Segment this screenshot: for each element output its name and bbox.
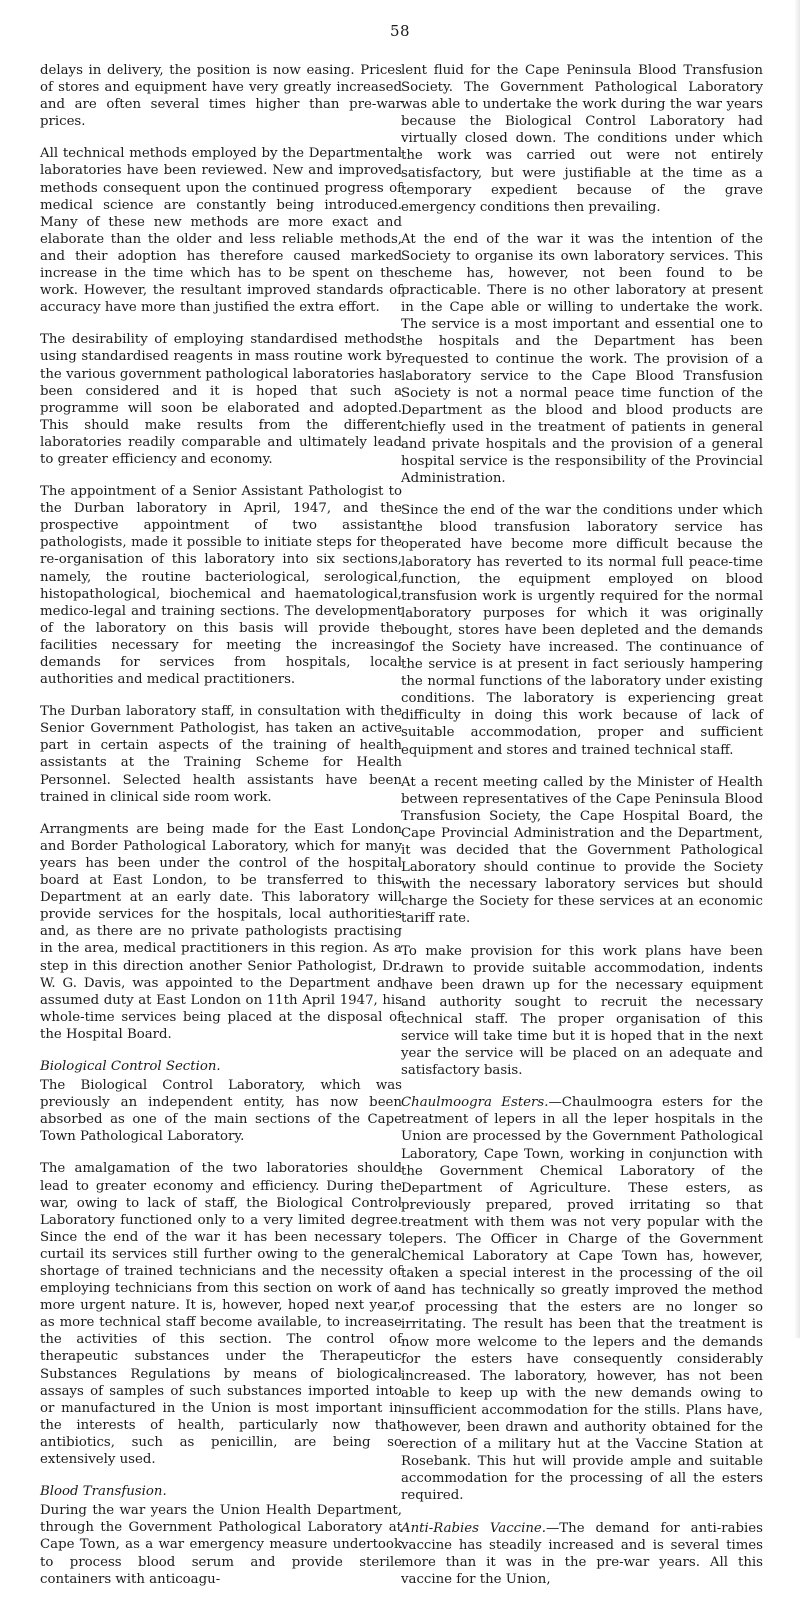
paragraph: During the war years the Union Health Department, through the Government Pathological Laboratory at Cape Town, as a war emergency measure undertook to process blood serum and provide sterile containers with anticoagu-: [40, 1503, 402, 1587]
paragraph: The appointment of a Senior Assistant Pathologist to the Durban laboratory in April, 1947, and the prospective appointment of two assistant pathologists, made it possible to initiate steps for the re-organisation of this laboratory into six sections, namely, the routine bacteriological, serological, histopathological, biochemical and haematological, medico-legal and training sections. The development of the laboratory on this basis will provide the facilities necessary for meeting the increasing demands for services from hospitals, local authorities and medical practitioners.: [40, 484, 402, 688]
paragraph: The amalgamation of the two laboratories should lead to greater economy and efficiency. During the war, owing to lack of staff, the Biological Control Laboratory functioned only to a very limited degree. Since the end of the war it has been necessary to curtail its services still further owing to the general shortage of trained technicians and the necessity of employing technicians from this section on work of a more urgent nature. It is, however, hoped next year, as more technical staff become available, to increase the activities of this section. The control of therapeutic substances under the Therapeutic Substances Regulations by means of biological assays of samples of such substances imported into or manufactured in the Union is most important in the interests of health, particularly now that antibiotics, such as penicillin, are being so extensively used.: [40, 1161, 402, 1468]
left-column: [40, 62, 402, 1603]
paragraph: To make provision for this work plans have been drawn to provide suitable accommodation, indents have been drawn up for the necessary equipment and authority sought to recruit the necessary technical staff. The proper organisation of this service will take time but it is hoped that in the next year the service will be placed on an adequate and satisfactory basis.: [401, 943, 763, 1079]
paragraph-text: —Chaulmoogra esters for the treatment of lepers in all the leper hospitals in the Union are processed by the Government Pathological Laboratory, Cape Town, working in conjunction with the Government Chemical Laboratory of the Department of Agriculture. These esters, as previously prepared, proved irritating so that treatment with them was not very popular with the lepers. The Officer in Charge of the Government Chemical Laboratory at Cape Town has, however, taken a special interest in the processing of the oil and has technically so greatly improved the method of processing that the esters are no longer so irritating. The result has been that the treatment is now more welcome to the lepers and the demands for the esters have consequently considerably increased. The laboratory, however, has not been able to keep up with the new demands owing to insufficient accommodation for the stills. Plans have, however, been drawn and authority obtained for the erection of a military hut at the Vaccine Station at Rosebank. This hut will provide ample and suitable accommodation for the processing of all the esters required.: [401, 1095, 763, 1504]
run-in-heading-chaulmoogra: Chaulmoogra Esters.: [401, 1095, 549, 1111]
paragraph: Since the end of the war the conditions under which the blood transfusion laboratory service has operated have become more difficult because the laboratory has reverted to its normal full peace-time function, the equipment employed on blood transfusion work is urgently required for the normal laboratory purposes for which it was originally bought, stores have been depleted and the demands of the Society have increased. The continuance of the service is at present in fact seriously hampering the normal functions of the laboratory under existing conditions. The laboratory is experiencing great difficulty in doing this work because of lack of suitable accommodation, proper and sufficient equipment and stores and trained technical staff.: [401, 503, 763, 758]
paragraph: The Biological Control Laboratory, which was previously an independent entity, has now been absorbed as one of the main sections of the Cape Town Pathological Laboratory.: [40, 1078, 402, 1145]
paragraph-anti-rabies: [401, 1520, 763, 1588]
section-heading-biological-control: Biological Control Section.: [40, 1058, 221, 1074]
paragraph: At a recent meeting called by the Minister of Health between representatives of the Cape Peninsula Blood Transfusion Society, the Cape Hospital Board, the Cape Provincial Administration and the Department, it was decided that the Government Pathological Laboratory should continue to provide the Society with the necessary laboratory services but should charge the Society for these services at an economic tariff rate.: [401, 774, 763, 927]
run-in-heading-anti-rabies: Anti-Rabies Vaccine.: [401, 1520, 546, 1536]
paragraph: At the end of the war it was the intention of the Society to organise its own laboratory services. This scheme has, however, not been found to be practicable. There is no other laboratory at present in the Cape able or willing to undertake the work. The service is a most important and essential one to the hospitals and the Department has been requested to continue the work. The provision of a laboratory service to the Cape Blood Transfusion Society is not a normal peace time function of the Department as the blood and blood products are chiefly used in the treatment of patients in general and private hospitals and the provision of a general hospital service is the responsibility of the Provincial Administration.: [401, 231, 763, 487]
paragraph: The Durban laboratory staff, in consultation with the Senior Government Pathologist, has taken an active part in certain aspects of the training of health assistants at the Training Scheme for Health Personnel. Selected health assistants have been trained in clinical side room work.: [40, 704, 402, 805]
paragraph-text: —The demand for anti-rabies vaccine has steadily increased and is several times more than it was in the pre-war years. All this vaccine for the Union,: [401, 1520, 763, 1587]
page-number: 58: [389, 22, 411, 40]
section-heading-blood-transfusion: Blood Transfusion.: [40, 1484, 167, 1500]
paragraph: delays in delivery, the position is now easing. Prices of stores and equipment have very greatly increased and are often several times higher than pre-war prices.: [40, 63, 402, 130]
paragraph-chaulmoogra: [401, 1094, 763, 1504]
paragraph: The desirability of employing standardised methods using standardised reagents in mass routine work by the various government pathological laboratories has been considered and it is hoped that such a programme will soon be elaborated and adopted. This should make results from the different laboratories readily comparable and ultimately lead to greater efficiency and economy.: [40, 332, 402, 467]
paragraph: lent fluid for the Cape Peninsula Blood Transfusion Society. The Government Pathological Laboratory was able to undertake the work during the war years because the Biological Control Laboratory had virtually closed down. The conditions under which the work was carried out were not entirely satisfactory, but were justifiable at the time as a temporary expedient because of the grave emergency conditions then prevailing.: [401, 63, 763, 215]
page-edge-shadow: [794, 0, 800, 1338]
right-column: [401, 62, 763, 1603]
paragraph: Arrangments are being made for the East London and Border Pathological Laboratory, which for many years has been under the control of the hospital board at East London, to be transferred to this Department at an early date. This laboratory will provide services for the hospitals, local authorities and, as there are no private pathologists practising in the area, medical practitioners in this region. As a step in this direction another Senior Pathologist, Dr. W. G. Davis, was appointed to the Department and assumed duty at East London on 11th April 1947, his whole-time services being placed at the disposal of the Hospital Board.: [40, 821, 402, 1042]
paragraph: All technical methods employed by the Departmental laboratories have been reviewed. New and improved methods consequent upon the continued progress of medical science are constantly being introduced. Many of these new methods are more exact and elaborate than the older and less reliable methods, and their adoption has therefore caused marked increase in the time which has to be spent on the work. However, the resultant improved standards of accuracy have more than justified the extra effort.: [40, 146, 402, 316]
